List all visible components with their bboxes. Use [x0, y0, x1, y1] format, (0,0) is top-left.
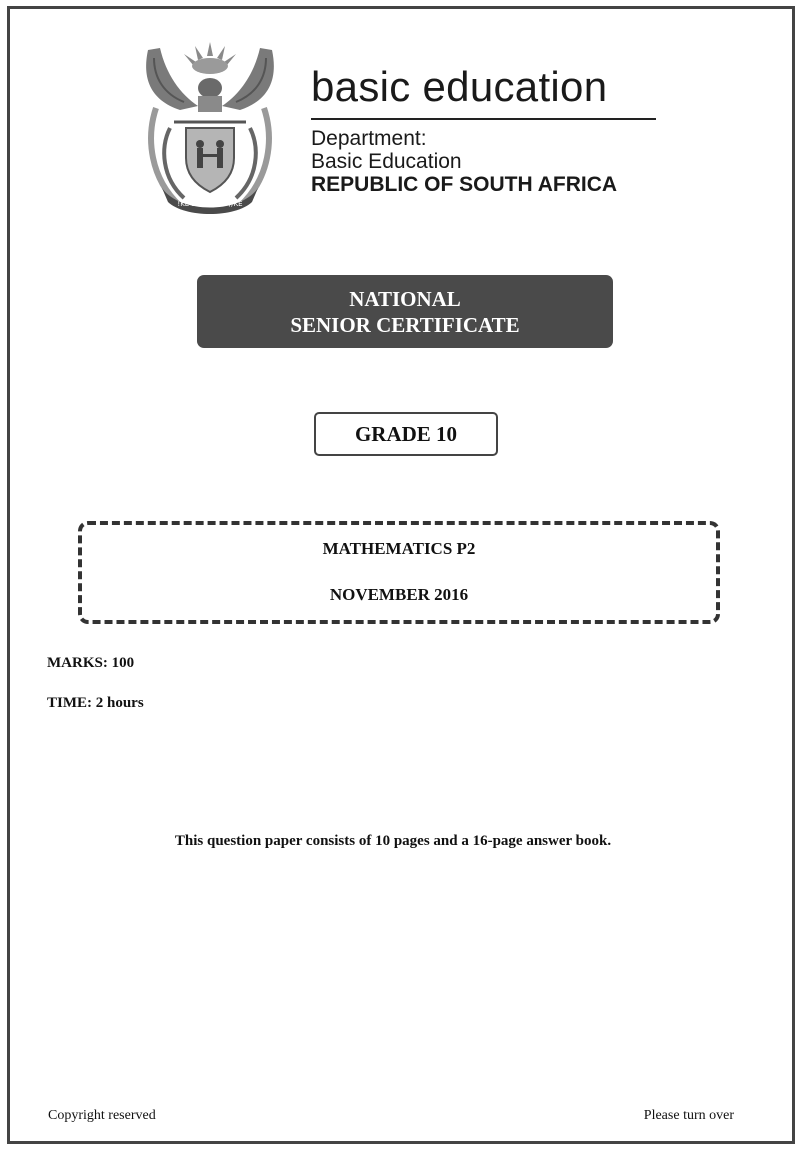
- copyright-footer: Copyright reserved: [48, 1108, 156, 1123]
- time-info: TIME: 2 hours: [47, 695, 144, 711]
- brand-divider: [311, 118, 656, 120]
- banner-line-2: SENIOR CERTIFICATE: [290, 312, 520, 337]
- coat-of-arms-icon: [140, 38, 280, 214]
- brand-title: basic education: [311, 63, 608, 110]
- marks-info: MARKS: 100: [47, 655, 135, 671]
- turn-over-footer: Please turn over: [643, 1108, 734, 1123]
- exam-session: NOVEMBER 2016: [329, 585, 469, 604]
- department-name: Basic Education: [311, 150, 462, 173]
- motto-text: !KE E: /XARRA //KE: [177, 200, 243, 208]
- country-name: REPUBLIC OF SOUTH AFRICA: [311, 173, 618, 196]
- page-count-notice: This question paper consists of 10 pages and a 16-page answer book.: [174, 833, 612, 849]
- banner-line-1: NATIONAL: [349, 286, 461, 311]
- subject-title: MATHEMATICS P2: [322, 539, 476, 558]
- subject-box: [78, 521, 720, 624]
- certificate-banner: [197, 275, 613, 348]
- grade-label: GRADE 10: [314, 412, 498, 456]
- department-label: Department:: [311, 127, 427, 150]
